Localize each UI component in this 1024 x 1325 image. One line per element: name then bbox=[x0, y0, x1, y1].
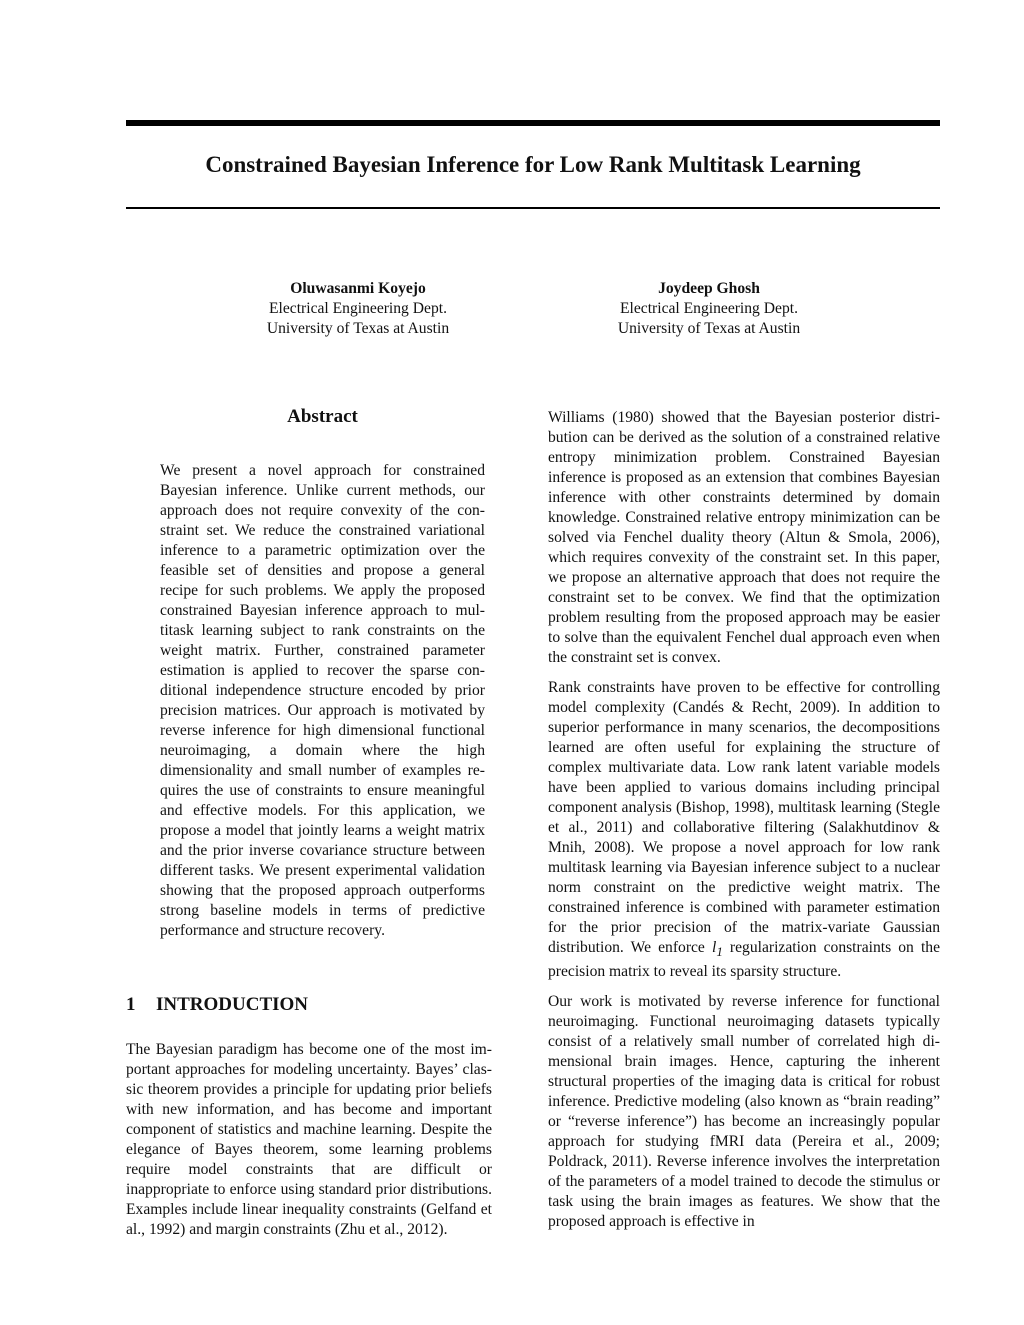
intro-paragraph-2: Williams (1980) showed that the Bayesian posterior distribution can be derived as the solution of a constrained relative entropy minimization problem. Constrained Bayesian inference is proposed as an extension that combines Bayesian inference with other constraints determined by domain knowledge. Constrained relative entropy minimization can be solved via Fenchel duality theory (Altun & Smola, 2006), which requires convexity of the constraint set. In this paper, we propose an alternative approach that does not require the constraint set to be convex. We find that the optimization problem resulting from the proposed approach may be easier to solve than the equivalent Fenchel dual approach even when the constraint set is convex. bbox=[548, 409, 940, 666]
title-bottom-rule bbox=[126, 207, 940, 209]
abstract-text: We present a novel approach for constrained Bayesian inference. Unlike current methods, our approach does not require convexity of the constraint set. We reduce the constrained variational inference to a parametric optimization over the feasible set of densities and propose a general recipe for such problems. We apply the proposed constrained Bayesian inference approach to multitask learning subject to rank constraints on the weight matrix. Further, constrained parameter estimation is applied to recover the sparse conditional independence structure encoded by prior precision matrices. Our approach is motivated by reverse inference for high dimensional functional neuroimaging, a domain where the high dimensionality and small number of examples requires the use of constraints to ensure meaningful and effective models. For this application, we propose a model that jointly learns a weight matrix and the prior inverse covariance structure between different tasks. We present experimental validation showing that the proposed approach outperforms strong baseline models in terms of predictive performance and structure recovery. bbox=[160, 462, 485, 939]
math-subscript: 1 bbox=[716, 944, 723, 960]
author-dept: Electrical Engineering Dept. bbox=[620, 300, 798, 317]
intro-paragraph-3 bbox=[548, 678, 940, 982]
section-number: 1 bbox=[126, 994, 136, 1015]
math-symbol-l1 bbox=[711, 939, 723, 960]
right-column bbox=[548, 408, 940, 1242]
author-name: Oluwasanmi Koyejo bbox=[290, 280, 426, 297]
paper-title: Constrained Bayesian Inference for Low Rank Multitask Learning bbox=[205, 152, 861, 177]
author-name: Joydeep Ghosh bbox=[658, 280, 760, 297]
intro-paragraph-1: The Bayesian paradigm has become one of the most important approaches for modeling uncertainty. Bayes’ classic theorem provides a principle for updating prior beliefs with new information, and has become and important component of statistics and machine learning. Despite the elegance of Bayes theorem, some learning problems require model constraints that are difficult or inappropriate to enforce using standard prior distributions. Examples include linear inequality constraints (Gelfand et al., 1992) and margin constraints (Zhu et al., 2012). bbox=[126, 1041, 492, 1238]
math-base: l bbox=[711, 939, 717, 956]
author-affiliation: University of Texas at Austin bbox=[266, 320, 450, 337]
author-affiliation: University of Texas at Austin bbox=[617, 320, 801, 337]
intro-paragraph-4: Our work is motivated by reverse inference for functional neuroimaging. Functional neuroimaging datasets typically consist of a relatively small number of correlated high dimensional brain images. Hence, capturing the inherent structural properties of the imaging data is critical for robust inference. Predictive modeling (also known as “brain reading” or “reverse inference”) has become an increasingly popular approach for studying fMRI data (Pereira et al., 2009; Poldrack, 2011). Reverse inference involves the interpretation of the parameters of a model trained to decode the stimulus or task using the brain images as features. We show that the proposed approach is effective in bbox=[548, 993, 940, 1231]
section-title: INTRODUCTION bbox=[156, 994, 309, 1015]
paragraph-text: regularization constraints on the precision matrix to reveal its sparsity structure. bbox=[548, 939, 941, 981]
section-heading bbox=[126, 992, 526, 1018]
paragraph-text: Rank constraints have proven to be effective for controlling model complexity (Candés & Recht, 2009). In addition to superior performance in many scenarios, the decompositions learned are often useful for explaining the structure of complex multivariate data. Low rank latent variable models have been applied to various domains including principal component analysis (Bishop, 1998), multitask learning (Stegle et al., 2011) and collaborative filtering (Salakhutdinov & Mnih, 2008). We propose a novel approach for low rank multitask learning via Bayesian inference subject to a nuclear norm constraint on the predictive weight matrix. The constrained inference is combined with parameter estimation for the prior precision of the matrix-variate Gaussian distribution. We enforce bbox=[548, 679, 940, 956]
author-dept: Electrical Engineering Dept. bbox=[269, 300, 447, 317]
author-block-2 bbox=[549, 279, 869, 339]
author-block-1 bbox=[198, 279, 518, 339]
abstract-heading: Abstract bbox=[287, 406, 358, 427]
title-top-rule bbox=[126, 120, 940, 126]
